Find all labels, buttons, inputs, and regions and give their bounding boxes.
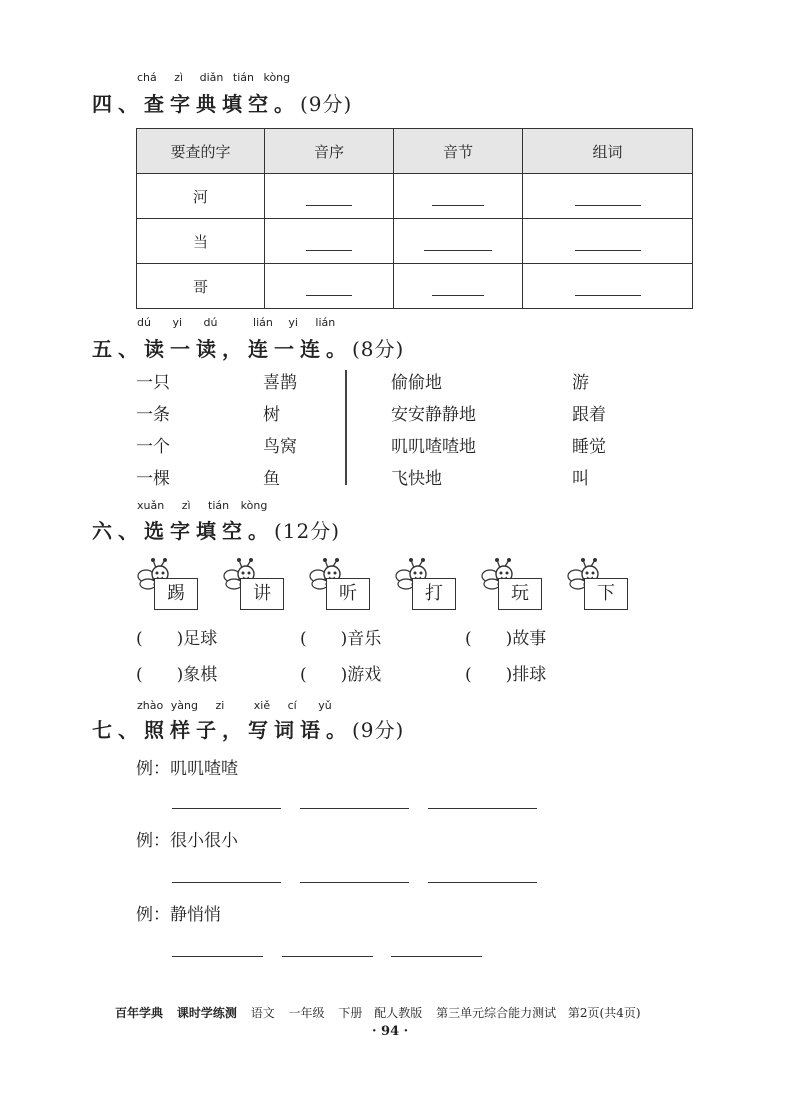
match-item[interactable]: 鸟窝 <box>263 437 297 457</box>
answer-line[interactable] <box>282 956 373 957</box>
pinyin: xuǎn <box>137 499 165 512</box>
answer-line[interactable] <box>391 956 482 957</box>
match-item[interactable]: 叫 <box>572 469 589 489</box>
s6-heading <box>92 515 340 544</box>
pinyin: diǎn <box>199 71 224 84</box>
pinyin: xiě <box>253 699 271 712</box>
fill-blank-item[interactable]: ( )游戏 <box>300 665 382 685</box>
pinyin: lián <box>315 316 336 329</box>
section-score: (9分) <box>352 718 405 742</box>
pinyin: kòng <box>263 71 291 84</box>
section-score: (9分) <box>300 92 353 116</box>
s5-heading <box>92 333 404 362</box>
table-cell-char: 河 <box>137 174 265 219</box>
section-title: 七、照样子，写词语。 <box>92 718 352 742</box>
footer-grade: 一年级 <box>288 1006 325 1020</box>
footer-volume: 下册 <box>338 1006 363 1020</box>
match-item[interactable]: 跟着 <box>572 405 606 425</box>
pinyin: cí <box>287 699 297 712</box>
choice-char: 讲 <box>240 578 284 610</box>
pinyin: zhào <box>137 699 164 712</box>
s5-pinyin <box>137 316 335 329</box>
match-item[interactable]: 一只 <box>136 373 170 393</box>
answer-line[interactable] <box>172 882 281 883</box>
footer-page-info: 第2页(共4页) <box>567 1006 641 1020</box>
section-score: (8分) <box>352 337 405 361</box>
s6-pinyin <box>137 499 267 512</box>
pinyin: zi <box>215 699 225 712</box>
table-header: 音节 <box>394 129 523 174</box>
s4-heading <box>92 88 352 117</box>
table-header: 要查的字 <box>137 129 265 174</box>
match-item[interactable]: 鱼 <box>263 469 280 489</box>
example-word: 例：叽叽喳喳 <box>136 759 238 779</box>
answer-blank[interactable] <box>432 277 484 296</box>
match-item[interactable]: 安安静静地 <box>391 405 476 425</box>
bee-choice-card <box>480 558 550 618</box>
footer <box>115 1004 641 1021</box>
match-item[interactable]: 叽叽喳喳地 <box>391 437 476 457</box>
answer-line[interactable] <box>172 956 263 957</box>
choice-char: 打 <box>412 578 456 610</box>
table-row <box>137 174 693 219</box>
match-item[interactable]: 睡觉 <box>572 437 606 457</box>
s7-pinyin <box>137 699 332 712</box>
match-item[interactable]: 树 <box>263 405 280 425</box>
match-item[interactable]: 一个 <box>136 437 170 457</box>
match-item[interactable]: 喜鹊 <box>263 373 297 393</box>
table-row <box>137 219 693 264</box>
answer-blank[interactable] <box>306 277 352 296</box>
table-header: 音序 <box>265 129 394 174</box>
pinyin: dú <box>203 316 218 329</box>
s7-heading <box>92 714 404 743</box>
table-header-row <box>137 129 693 174</box>
pinyin: zì <box>174 71 184 84</box>
fill-blank-item[interactable]: ( )音乐 <box>300 629 382 649</box>
pinyin: yǔ <box>318 699 332 712</box>
bee-choice-card <box>222 558 292 618</box>
pinyin: yi <box>172 316 183 329</box>
answer-line[interactable] <box>300 808 409 809</box>
bee-choice-card <box>394 558 464 618</box>
answer-line[interactable] <box>428 808 537 809</box>
column-divider <box>345 370 347 485</box>
pinyin: chá <box>137 71 157 84</box>
fill-blank-item[interactable]: ( )足球 <box>136 629 218 649</box>
match-item[interactable]: 一棵 <box>136 469 170 489</box>
fill-blank-item[interactable]: ( )排球 <box>465 665 547 685</box>
answer-line[interactable] <box>172 808 281 809</box>
pinyin: dú <box>137 316 151 329</box>
fill-blank-item[interactable]: ( )象棋 <box>136 665 218 685</box>
match-item[interactable]: 一条 <box>136 405 170 425</box>
table-cell-char: 哥 <box>137 264 265 309</box>
pinyin: yàng <box>170 699 198 712</box>
fill-blank-item[interactable]: ( )故事 <box>465 629 547 649</box>
bee-choice-card <box>566 558 636 618</box>
pinyin: tián <box>232 71 254 84</box>
pinyin: tián <box>208 499 230 512</box>
choice-char: 玩 <box>498 578 542 610</box>
answer-line[interactable] <box>428 882 537 883</box>
answer-blank[interactable] <box>575 187 641 206</box>
answer-blank[interactable] <box>306 232 352 251</box>
answer-blank[interactable] <box>306 187 352 206</box>
answer-blank[interactable] <box>424 232 492 251</box>
choice-char: 踢 <box>154 578 198 610</box>
example-word: 例：静悄悄 <box>136 905 221 925</box>
pinyin: kòng <box>240 499 268 512</box>
bee-choice-card <box>136 558 206 618</box>
section-title: 五、读一读，连一连。 <box>92 337 352 361</box>
choice-char: 下 <box>584 578 628 610</box>
answer-line[interactable] <box>300 882 409 883</box>
footer-edition: 配人教版 <box>374 1006 423 1020</box>
pinyin: lián <box>253 316 273 329</box>
dictionary-table <box>136 128 693 309</box>
footer-subject: 语文 <box>250 1006 275 1020</box>
section-title: 四、查字典填空。 <box>92 92 300 116</box>
table-row <box>137 264 693 309</box>
example-word: 例：很小很小 <box>136 831 238 851</box>
answer-blank[interactable] <box>575 277 641 296</box>
section-score: (12分) <box>274 519 341 543</box>
pinyin: zì <box>181 499 191 512</box>
match-item[interactable]: 飞快地 <box>391 469 442 489</box>
footer-book: 课时学练测 <box>176 1006 237 1020</box>
match-item[interactable]: 偷偷地 <box>391 373 442 393</box>
table-cell-char: 当 <box>137 219 265 264</box>
footer-test: 第三单元综合能力测试 <box>436 1006 557 1020</box>
answer-blank[interactable] <box>575 232 641 251</box>
s4-pinyin <box>137 71 290 84</box>
page-number: · 94 · <box>372 1024 409 1039</box>
footer-series: 百年学典 <box>115 1006 164 1020</box>
match-item[interactable]: 游 <box>572 373 589 393</box>
table-header: 组词 <box>523 129 693 174</box>
answer-blank[interactable] <box>432 187 484 206</box>
section-title: 六、选字填空。 <box>92 519 274 543</box>
pinyin: yi <box>288 316 298 329</box>
choice-char: 听 <box>326 578 370 610</box>
bee-choice-card <box>308 558 378 618</box>
